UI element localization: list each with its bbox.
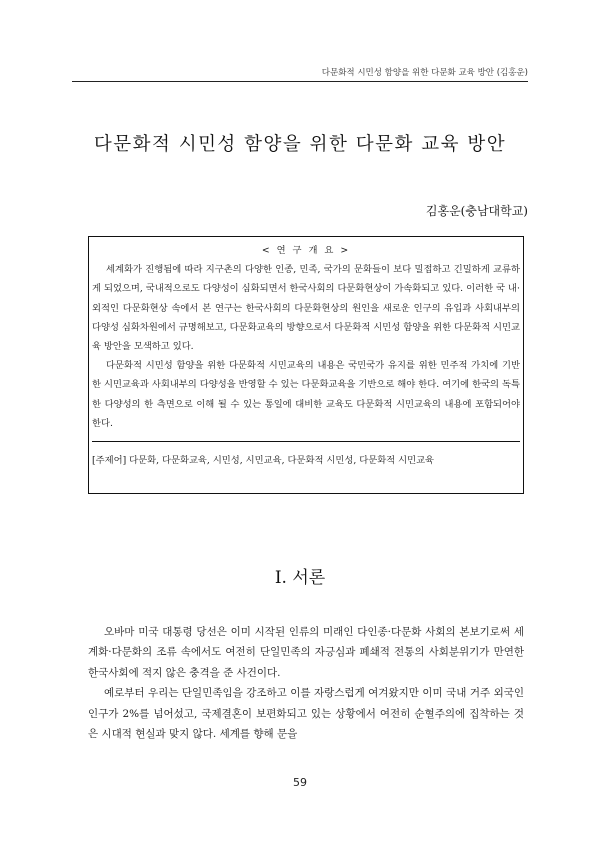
section-heading: I. 서론 [274,568,326,588]
paper-title: 다문화적 시민성 함양을 위한 다문화 교육 방안 [93,134,507,155]
body-text [88,622,524,744]
abstract-keywords: [주제어] 다문화, 다문화교육, 시민성, 시민교육, 다문화적 시민성, 다문화적 시민교육 [92,441,520,470]
abstract-paragraph: 세계화가 진행됨에 따라 지구촌의 다양한 인종, 민족, 국가의 문화들이 보다 밀접하고 긴밀하게 교류하게 되었으며, 국내적으로도 다양성이 심화되면서 한국사회의 다문화현상이 가속화되고 있다. 이러한 국 내·외적인 다문화현상 속에서 본 연구는 한국사회의 다문화현상의 원인을 새로운 인구의 유입과 사회내부의 다양성 심화차원에서 규명해보고, 다문화교육의 방향으로서 다문화적 시민성 함양을 위한 다문화적 시민교육 방안을 모색하고 있다. [92,264,520,353]
running-header: 다문화적 시민성 함양을 위한 다문화 교육 방안 (김홍운) [72,66,528,82]
page-number: 59 [293,776,307,789]
body-paragraph: 오바마 미국 대통령 당선은 이미 시작된 인류의 미래인 다인종·다문화 사회의 본보기로써 세계화·다문화의 조류 속에서도 여전히 단일민족의 자긍심과 폐쇄적 전통의 사회분위기가 만연한 한국사회에 적지 않은 충격을 준 사건이다. [88,626,524,679]
abstract-heading: < 연 구 개 요 > [261,245,351,256]
abstract-paragraph: 다문화적 시민성 함양을 위한 다문화적 시민교육의 내용은 국민국가 유지를 위한 민주적 가치에 기반 한 시민교육과 사회내부의 다양성을 반영할 수 있는 다문화교육을 기반으로 해야 한다. 여기에 한국의 독특한 다양성의 한 측면으로 이해 될 수 있는 통일에 대비한 교육도 다문화적 시민교육의 내용에 포함되어야 한다. [92,360,520,429]
author-affiliation: 김홍운(충남대학교) [425,204,528,218]
abstract-box [88,236,524,494]
body-paragraph: 예로부터 우리는 단일민족임을 강조하고 이를 자랑스럽게 여겨왔지만 이미 국내 거주 외국인 인구가 2%를 넘어섰고, 국제결혼이 보편화되고 있는 상황에서 여전히 순혈주의에 집착하는 것은 시대적 현실과 맞지 않다. 세계를 향해 문을 [88,687,524,741]
